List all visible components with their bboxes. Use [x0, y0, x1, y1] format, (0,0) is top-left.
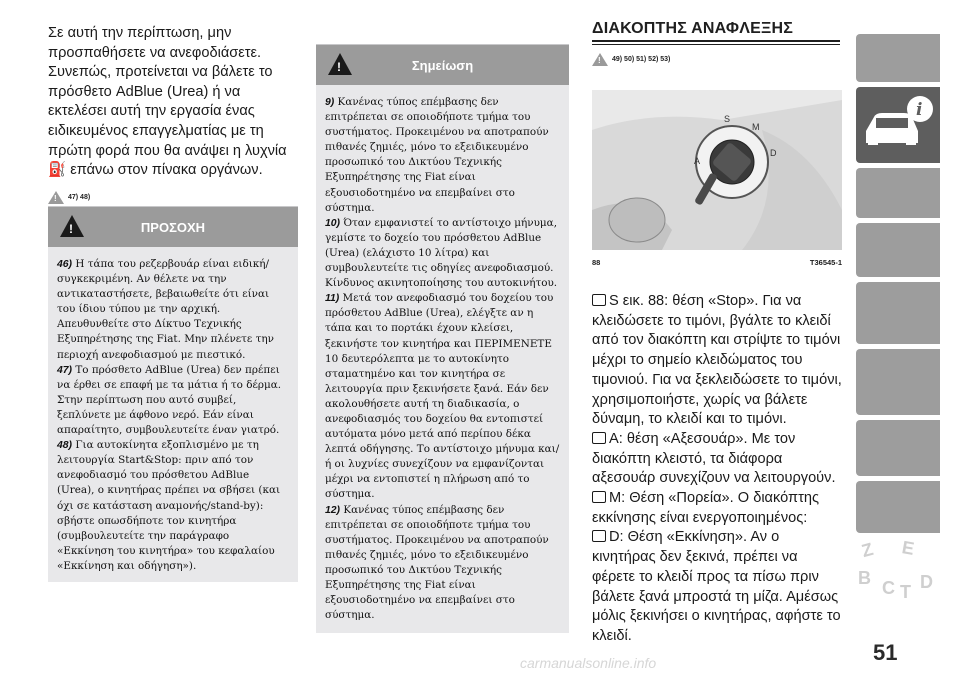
key-icon — [592, 294, 606, 306]
chapter-sidebar — [856, 34, 940, 618]
chapter-tab-6[interactable] — [856, 349, 940, 415]
paragraph-number: 47) — [57, 364, 73, 376]
paragraph-text: Η τάπα του ρεζερβουάρ είναι ειδική/συγκεκριμένη. Αν θέλετε να την αντικαταστήσετε, βεβαιωθείτε ότι είναι του ίδιου τύπου με την αρχική. Απευθυνθείτε στο Δίκτυο Τεχνικής Εξυπηρέτησης της Fiat. Μην πλένετε την περιοχή ανεφοδιασμού με πιεστικό. — [57, 258, 274, 361]
page-number: 51 — [873, 640, 898, 665]
position-item-d — [592, 528, 844, 646]
warning-icon — [48, 191, 64, 204]
ignition-switch-figure — [592, 90, 842, 250]
note-paragraph-10 — [325, 216, 560, 291]
ignition-switch-illustration — [592, 90, 842, 250]
reference-numbers: 47) 48) — [68, 193, 91, 201]
watermark: carmanualsonline.info — [520, 655, 657, 671]
position-text: S εικ. 88: θέση «Stop». Για να κλειδώσετε το τιμόνι, βγάλτε το κλειδί από τον διακόπτη και στρίψτε το τιμόνι μέχρι το σημείο κλειδώματος του τιμονιού. Για να ξεκλειδώσετε το τιμόνι, χρησιμοποιήστε, χωρίς να βάλετε δύναμη, το κλειδί και το τιμόνι. — [592, 293, 842, 428]
position-text: A: θέση «Αξεσουάρ». Με τον διακόπτη κλειστό, τα διάφορα αξεσουάρ συνεχίζουν να λειτουργούν. — [592, 430, 836, 487]
warning-box-title: ΠΡΟΣΟΧΗ — [140, 219, 206, 235]
paragraph-text: Μετά τον ανεφοδιασμό του δοχείου του πρόσθετου AdBlue (Urea), ελέγξτε αν η τάπα και το πορτάκι έχουν κλείσει, ξεκινήστε τον κινητήρα και ΠΕΡΙΜΕΝΕΤΕ 10 δευτερόλεπτα με το αυτοκίνητο σταματημένο και τον κινητήρα σε λειτουργία πριν ξεκινήσετε ξανά. Εάν δεν ακολουθήσετε αυτή τη διαδικασία, ο ανεφοδιασμός του δοχείου θα εντοπιστεί αυτόματα μόνο μετά από περίπου δέκα λεπτά οδήγησης. Το αντίστοιχο μήνυμα και/ή οι λυχνίες συνεχίζουν να εμφανίζονται μέχρι να εντοπιστεί η πλήρωση από το σύστημα. — [325, 292, 560, 501]
note-box-header — [316, 45, 569, 85]
key-icon — [592, 530, 606, 542]
warning-box — [48, 206, 298, 582]
position-item-m — [592, 489, 844, 528]
dial-label-a: A — [694, 156, 701, 166]
alphabet-index — [856, 538, 940, 618]
paragraph-number: 9) — [325, 97, 335, 108]
index-letter: T — [900, 582, 911, 602]
dial-label-m: M — [752, 122, 760, 132]
paragraph-number: 46) — [57, 259, 73, 270]
warning-paragraph-48 — [57, 438, 289, 574]
chapter-tab-5[interactable] — [856, 282, 940, 344]
paragraph-number: 48) — [57, 440, 73, 452]
warning-paragraph-47 — [57, 363, 289, 438]
column-3 — [592, 20, 842, 66]
position-text: M: Θέση «Πορεία». Ο διακόπτης εκκίνησης είναι ενεργοποιημένος: — [592, 490, 820, 526]
note-box-title: Σημείωση — [411, 57, 474, 73]
warning-box-body — [48, 247, 298, 586]
section-heading: ΔΙΑΚΟΠΤΗΣ ΑΝΑΦΛΕΞΗΣ — [592, 20, 794, 37]
position-item-a — [592, 430, 844, 489]
chapter-tab-4[interactable] — [856, 223, 940, 277]
dial-label-s: S — [724, 114, 731, 124]
section-reference-numbers: 49) 50) 51) 52) 53) — [612, 56, 671, 63]
ignition-positions-text — [592, 292, 844, 647]
paragraph-text: Για αυτοκίνητα εξοπλισμένο με τη λειτουργία Start&Stop: πριν από τον ανεφοδιασμό του πρόσθετου AdBlue (Urea), ο κινητήρας πρέπει να σβήσει (και όχι σε κατάσταση αναμονής/stand-by): σβήστε οπωσδήποτε τον κινητήρα (συμβουλευτείτε την παράγραφο «Εκκίνηση του κινητήρα» του κεφαλαίου «Εκκίνηση και οδήγηση»). — [57, 439, 281, 572]
index-letter: Z — [859, 538, 876, 562]
paragraph-text: Το πρόσθετο AdBlue (Urea) δεν πρέπει να έρθει σε επαφή με τα μάτια ή το δέρμα. Στην περίπτωση που αυτό συμβεί, ξεπλύνετε με άφθονο νερό. Εάν είναι απαραίτητο, συμβουλευτείτε έναν γιατρό. — [57, 363, 282, 437]
note-box — [316, 44, 569, 633]
dial-label-d: D — [770, 148, 777, 158]
paragraph-text: Κανένας τύπος επέμβασης δεν επιτρέπεται σε οποιοδήποτε τμήμα του συστήματος. Προκειμένου να αποτραπούν πιθανές ζημιές, μόνο το εξειδικευμένο προσωπικό του Δικτύου Τεχνικής Εξυπηρέτησης της Fiat είναι εξουσιοδοτημένο να επεμβαίνει στο σύστημα. — [325, 96, 549, 214]
heading-rule-thin — [592, 44, 840, 45]
chapter-tab-active[interactable] — [856, 87, 940, 163]
intro-paragraph: Σε αυτή την περίπτωση, μην προσπαθήσετε να ανεφοδιάσετε. Συνεπώς, προτείνεται να βάλετε το πρόσθετο AdBlue (Urea) ή να εκτελέσει αυτή την εργασία ένας ειδικευμένος επαγγελματίας με τη πρώτη φορά που θα ανάψει η λυχνία ⛽ επάνω στον πίνακα οργάνων. — [48, 25, 287, 179]
position-item-s — [592, 292, 844, 430]
warning-triangle-icon — [60, 215, 84, 237]
warning-paragraph-46 — [57, 257, 289, 363]
paragraph-text: Όταν εμφανιστεί το αντίστοιχο μήνυμα, γεμίστε το δοχείο του πρόσθετου AdBlue (Urea) (ελάχιστο 10 λίτρα) και συμβουλευτείτε τις οδηγίες ανεφοδιασμού. Κίνδυνος ακινητοποίησης του αυτοκινήτου. — [325, 216, 558, 290]
chapter-tab-3[interactable] — [856, 168, 940, 218]
position-text: D: Θέση «Εκκίνηση». Αν ο κινητήρας δεν ξεκινά, πρέπει να φέρετε το κλειδί προς τα πίσω πριν βάλετε ξανά μπροστά τη μίζα. Αμέσως μόλις ξεκινήσει ο κινητήρας, αφήστε το κλειδί. — [592, 529, 841, 644]
figure-caption — [592, 258, 842, 267]
chapter-tab-8[interactable] — [856, 481, 940, 533]
paragraph-number: 12) — [325, 504, 341, 516]
section-references — [592, 53, 842, 66]
paragraph-number: 10) — [325, 217, 341, 229]
reference-notes — [48, 191, 298, 204]
index-letter: C — [882, 578, 895, 598]
warning-box-header — [48, 207, 298, 247]
key-icon — [592, 491, 606, 503]
heading-rule — [592, 40, 840, 42]
column-1 — [48, 24, 298, 204]
note-paragraph-9 — [325, 95, 560, 216]
key-icon — [592, 432, 606, 444]
index-letter: D — [920, 572, 933, 592]
figure-number: 88 — [592, 258, 601, 267]
index-letter: E — [900, 537, 916, 559]
svg-text:i: i — [916, 100, 923, 120]
note-paragraph-11 — [325, 291, 560, 502]
paragraph-number: 11) — [325, 293, 340, 305]
note-triangle-icon — [328, 53, 352, 75]
chapter-tab-7[interactable] — [856, 420, 940, 476]
car-info-icon — [856, 87, 940, 163]
note-box-body — [316, 85, 569, 635]
paragraph-text: Κανένας τύπος επέμβασης δεν επιτρέπεται σε οποιοδήποτε τμήμα του συστήματος. Προκειμένου να αποτραπούν πιθανές ζημιές, μόνο το εξειδικευμένο προσωπικό του Δικτύου Τεχνικής Εξυπηρέτησης της Fiat είναι εξουσιοδοτημένο να επεμβαίνει στο σύστημα. — [325, 503, 549, 622]
index-letter: B — [858, 568, 871, 588]
chapter-tab-1[interactable] — [856, 34, 940, 82]
note-paragraph-12 — [325, 503, 560, 624]
figure-code: T36545-1 — [809, 258, 842, 267]
warning-icon — [592, 53, 608, 66]
